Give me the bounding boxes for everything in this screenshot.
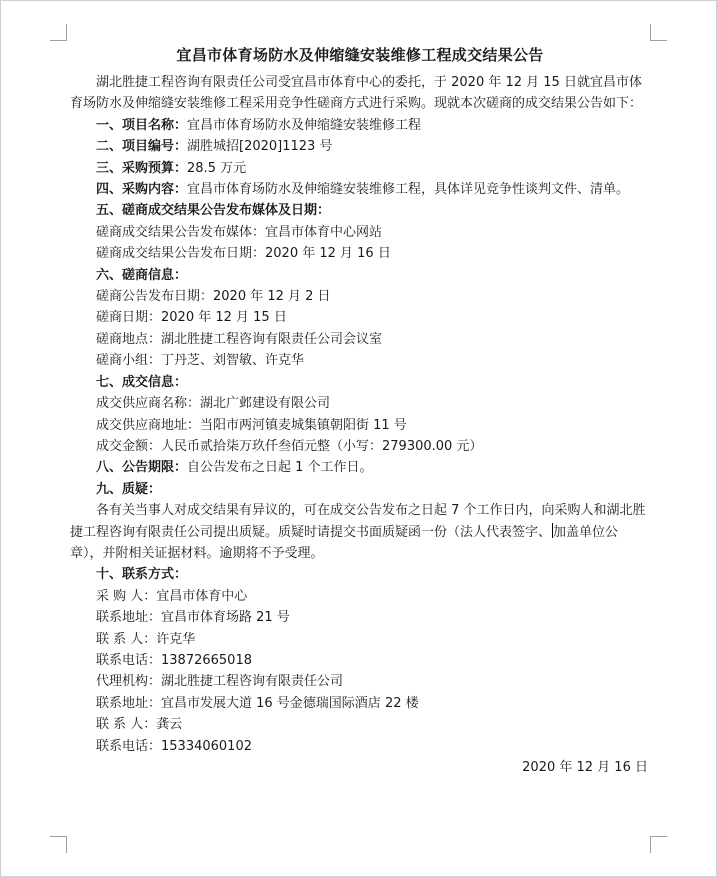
contact-person: 联 系 人：许克华 (96, 631, 196, 647)
contact-agency: 代理机构：湖北胜捷工程咨询有限责任公司 (96, 674, 344, 690)
section-label: 四、采购内容： (96, 182, 188, 198)
section-value: 宜昌市体育场防水及伸缩缝安装维修工程，具体详见竞争性谈判文件、清单。 (187, 182, 630, 198)
margin-corner-mark (50, 836, 67, 853)
publish-media: 磋商成交结果公告发布媒体：宜昌市体育中心网站 (96, 224, 383, 240)
section-project-number (70, 136, 650, 157)
contact-person: 联 系 人：龚云 (96, 717, 183, 733)
section-heading: 五、磋商成交结果公告发布媒体及日期： (96, 203, 331, 219)
section-value: 28.5 万元 (187, 160, 247, 176)
objection-text-a: 各有关当事人对成交结果有异议的，可在成交公告发布之日起 7 个工作日内，向采购人和湖北胜捷工程咨询有限责任公司提出质疑。质疑时请提交书面质疑函一份（法人代表签字、 (70, 503, 646, 540)
section-project-name (70, 115, 650, 136)
contact-phone: 联系电话：15334060102 (96, 738, 252, 754)
section-heading: 七、成交信息： (96, 374, 188, 390)
section-label: 三、采购预算： (96, 160, 188, 176)
supplier-name: 成交供应商名称：湖北广邺建设有限公司 (96, 396, 331, 412)
section-heading: 十、联系方式： (96, 567, 188, 583)
footer-date: 2020 年 12 月 16 日 (522, 760, 648, 775)
section-content (70, 179, 650, 200)
contact-address: 联系地址：宜昌市发展大道 16 号金德瑞国际酒店 22 楼 (96, 695, 419, 711)
contact-address: 联系地址：宜昌市体育场路 21 号 (96, 610, 290, 626)
section-heading: 九、质疑： (96, 481, 162, 497)
objection-text-b: 加盖单位公章），并附相关证据材料。逾期将不予受理。 (70, 524, 619, 561)
section-announce-period (70, 457, 650, 478)
publish-date: 磋商成交结果公告发布日期：2020 年 12 月 16 日 (96, 246, 391, 262)
section-label: 八、公告期限： (96, 460, 188, 476)
section-value: 宜昌市体育场防水及伸缩缝安装维修工程 (187, 117, 422, 133)
document-body[interactable] (70, 44, 650, 791)
consult-announce-date: 磋商公告发布日期：2020 年 12 月 2 日 (96, 289, 331, 305)
margin-corner-mark (50, 24, 67, 41)
intro-paragraph: 湖北胜捷工程咨询有限责任公司受宜昌市体育中心的委托，于 2020 年 12 月 15 日就宜昌市体育场防水及伸缩缝安装维修工程采用竞争性磋商方式进行采购。现就本次磋商的成交结果公告如下： (70, 75, 643, 112)
consult-place: 磋商地点：湖北胜捷工程咨询有限责任公司会议室 (96, 331, 383, 347)
contact-purchaser: 采 购 人：宜昌市体育中心 (96, 588, 248, 604)
objection-text (70, 500, 650, 564)
consult-date: 磋商日期：2020 年 12 月 15 日 (96, 310, 287, 326)
consult-group: 磋商小组：丁丹芝、刘智敏、许克华 (96, 353, 305, 369)
section-value: 自公告发布之日起 1 个工作日。 (187, 460, 373, 476)
section-label: 一、项目名称： (96, 117, 188, 133)
section-heading: 六、磋商信息： (96, 267, 188, 283)
contact-phone: 联系电话：13872665018 (96, 652, 252, 668)
section-budget (70, 158, 650, 179)
page-title: 宜昌市体育场防水及伸缩缝安装维修工程成交结果公告 (176, 46, 544, 64)
section-label: 二、项目编号： (96, 139, 188, 155)
margin-corner-mark (650, 24, 667, 41)
supplier-address: 成交供应商地址：当阳市两河镇麦城集镇朝阳街 11 号 (96, 417, 407, 433)
margin-corner-mark (650, 836, 667, 853)
deal-amount: 成交金额：人民币贰拾柒万玖仟叁佰元整（小写：279300.00 元） (96, 438, 483, 454)
section-value: 湖胜城招[2020]1123 号 (187, 139, 333, 155)
